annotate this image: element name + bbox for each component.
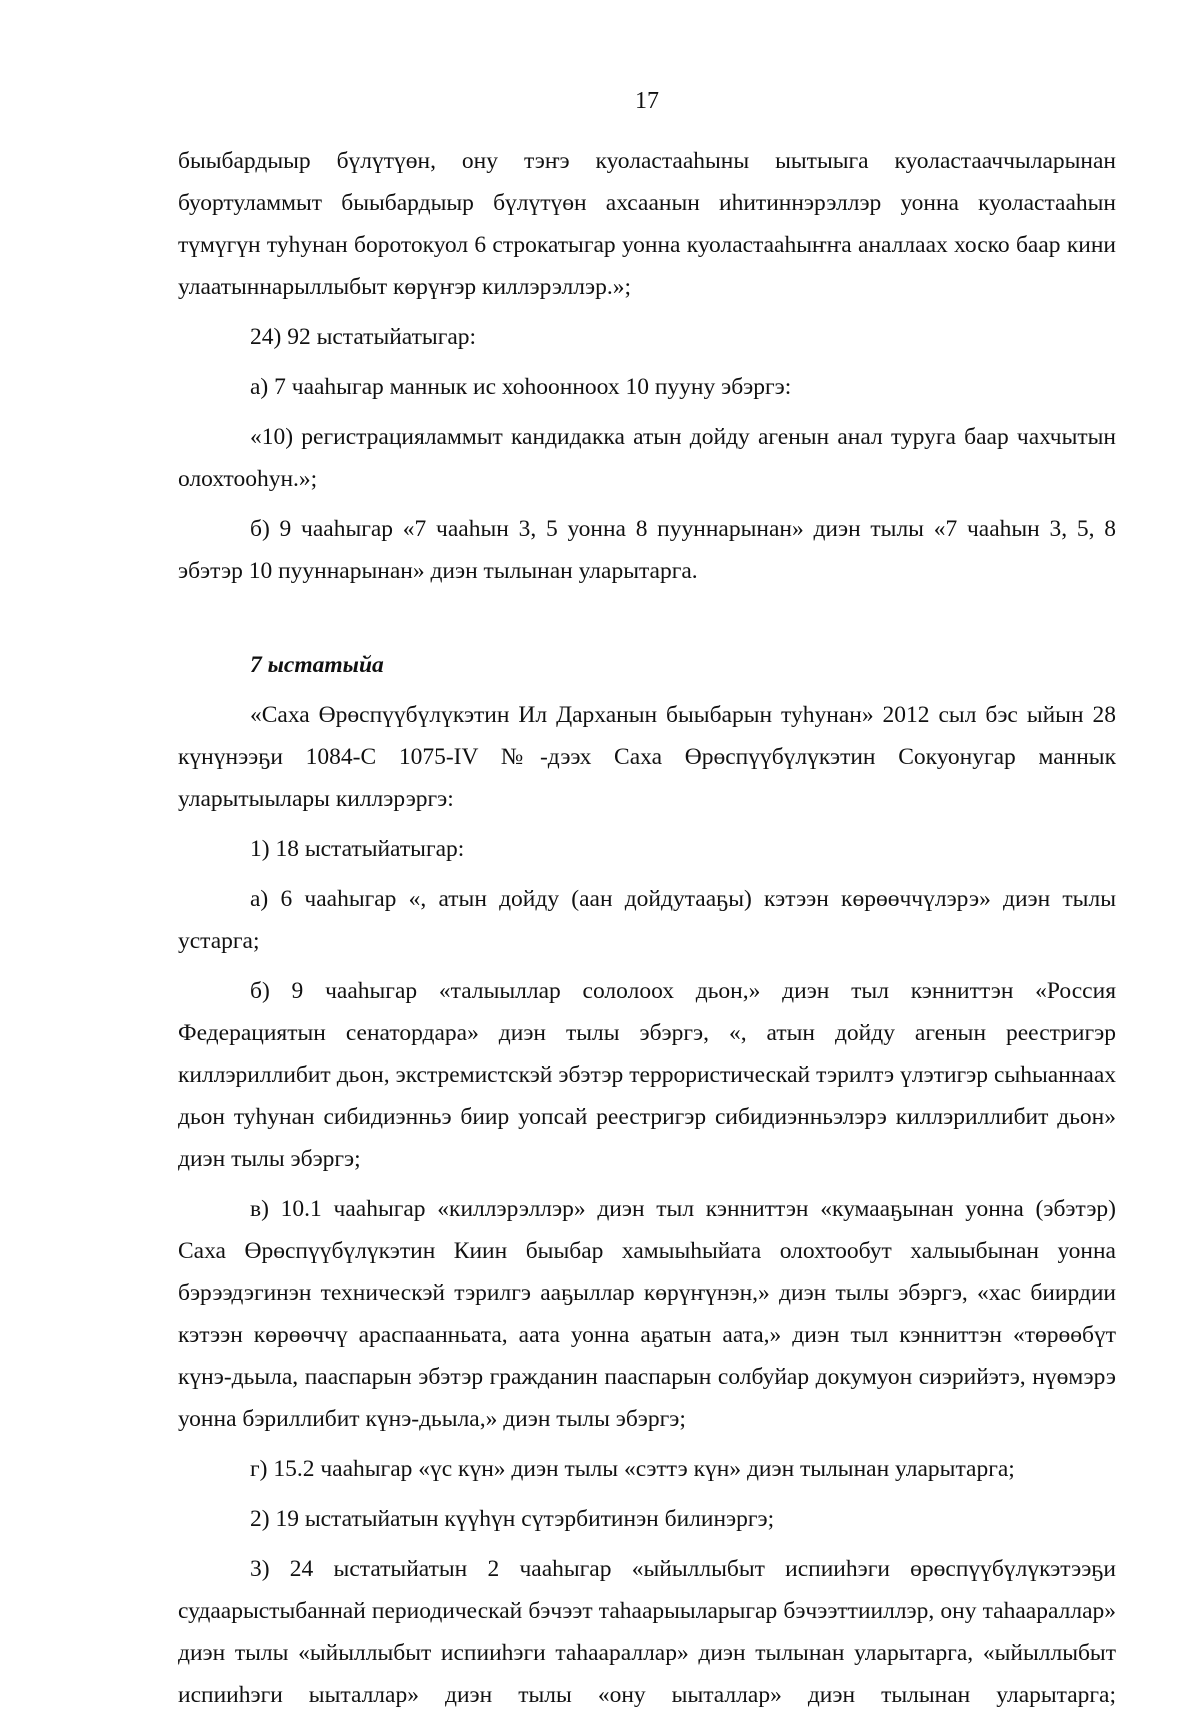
paragraph-quote-point-10: «10) регистрацияламмыт кандидакка атын дойду агенын анал туруга баар чахчытын олохтооһун.»; [178,424,1116,492]
paragraph-item-1-v: в) 10.1 чааһыгар «киллэрэллэр» диэн тыл кэнниттэн «кумааҕынан уонна (эбэтэр) Саха Өрөспүүбүлүкэтин Киин быыбар хамыыһыйата олохтообут халыыбынан уонна бэрээдэгинэн техническэй тэрилгэ ааҕыллар көрүҥүнэн,» диэн тылы эбэргэ, «хас биирдии кэтээн көрөөччү араспаанньата, аата уонна аҕатын аата,» диэн тыл кэнниттэн «төрөөбүт күнэ-дьыла, пааспарын эбэтэр гражданин пааспарын солбуйар докумуон сиэрийэтэ, нүөмэрэ уонна бэриллибит күнэ-дьыла,» диэн тылы эбэргэ; [178,1196,1116,1432]
paragraph-item-2: 2) 19 ыстатыйатын күүһүн сүтэрбитинэн билинэргэ; [250,1506,775,1532]
page-number: 17 [635,88,659,114]
document-body [178,140,1116,1724]
paragraph-item-3: 3) 24 ыстатыйатын 2 чааһыгар «ыйыллыбыт испииһэги өрөспүүбүлүкэтээҕи судаарыстыбаннай периодическай бэчээт таһаарыыларыгар бэчээттииллэр, ону таһаараллар» диэн тылы «ыйыллыбыт испииһэги таһаараллар» диэн тылынан уларытарга, «ыйыллыбыт испииһэги ыыталлар» диэн тылы «ону ыыталлар» диэн тылынан уларытарга; [178,1556,1116,1708]
paragraph-item-24: 24) 92 ыстатыйатыгар: [250,324,477,350]
paragraph-continuation: быыбардыыр бүлүтүөн, ону тэҥэ куоластааһыны ыытыыга куоластааччыларынан буортуламмыт быыбардыыр бүлүтүөн ахсаанын иһитиннэрэллэр уонна куоластааһын түмүгүн туһунан боротокуол 6 строкатыгар уонна куоластааһыҥҥа аналлаах хоско баар кини улаатыннарыллыбыт көрүҥэр киллэрэллэр.»; [178,148,1116,300]
paragraph-item-1: 1) 18 ыстатыйатыгар: [250,836,465,862]
paragraph-article-7-intro: «Саха Өрөспүүбүлүкэтин Ил Дарханын быыбарын туһунан» 2012 сыл бэс ыйын 28 күнүнээҕи 1084-С 1075-IV №-дээх Саха Өрөспүүбүлүкэтин Сокуонугар маннык уларытыылары киллэрэргэ: [178,702,1116,812]
paragraph-item-1-b: б) 9 чааһыгар «талыыллар сололоох дьон,» диэн тыл кэнниттэн «Россия Федерациятын сенатордара» диэн тылы эбэргэ, «, атын дойду агенын реестригэр киллэриллибит дьон, экстремистскэй эбэтэр террористическай тэрилтэ үлэтигэр сыһыаннаах дьон туһунан сибидиэнньэ биир уопсай реестригэр сибидиэнньэлэрэ киллэриллибит дьон» диэн тылы эбэргэ; [178,978,1116,1172]
paragraph-item-24-b: б) 9 чааһыгар «7 чааһын 3, 5 уонна 8 пууннарынан» диэн тылы «7 чааһын 3, 5, 8 эбэтэр 10 пууннарынан» диэн тылынан уларытарга. [178,516,1116,584]
paragraph-item-24-a: а) 7 чааһыгар маннык ис хоһоонноох 10 пууну эбэргэ: [250,374,792,400]
paragraph-item-1-g: г) 15.2 чааһыгар «үс күн» диэн тылы «сэттэ күн» диэн тылынан уларытарга; [250,1456,1015,1482]
section-heading-article-7: 7 ыстатыйа [250,652,384,678]
paragraph-item-1-a: а) 6 чааһыгар «, атын дойду (аан дойдутааҕы) кэтээн көрөөччүлэрэ» диэн тылы устарга; [178,886,1116,954]
